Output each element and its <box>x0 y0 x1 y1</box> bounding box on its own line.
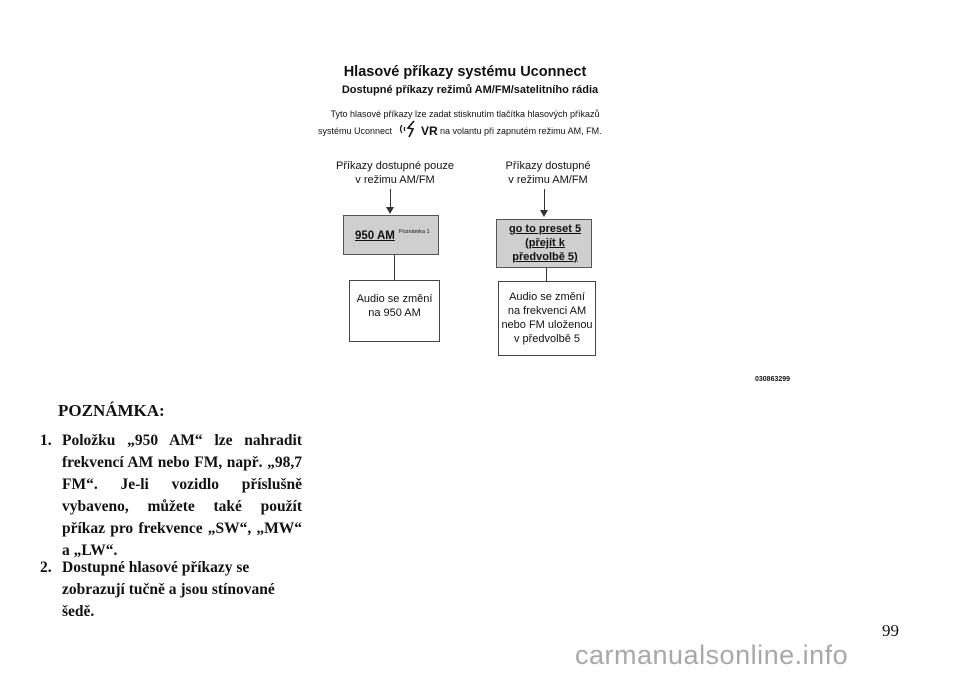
command-box-go-to-preset <box>496 219 592 268</box>
arrow-down-icon <box>540 210 548 217</box>
page-number: 99 <box>882 621 899 640</box>
diagram-intro-line-2-end: na volantu při zapnutém režimu AM, FM. <box>440 126 602 136</box>
figure-code: 030863299 <box>755 376 791 383</box>
command-footnote: Poznámka 1 <box>399 229 430 235</box>
note-item-number: 1. <box>40 432 52 449</box>
command-box-950-am <box>343 215 439 255</box>
command-label-line: go to preset 5 <box>508 223 582 235</box>
column-2-header-line: Příkazy dostupné <box>505 160 591 172</box>
connector-line <box>394 255 395 280</box>
result-box-950-am <box>349 280 440 342</box>
result-line: nebo FM uloženou <box>501 319 593 331</box>
result-line: na 950 AM <box>368 307 421 319</box>
connector-line <box>390 189 391 208</box>
note-heading: POZNÁMKA: <box>58 401 165 420</box>
column-2-header-line: v režimu AM/FM <box>508 174 588 186</box>
result-line: na frekvenci AM <box>507 305 587 317</box>
connector-line <box>544 189 545 211</box>
vr-label: VR <box>421 124 438 138</box>
connector-line <box>546 268 547 281</box>
column-1-header-line: v režimu AM/FM <box>355 174 435 186</box>
note-item <box>40 430 302 562</box>
result-box-go-to-preset <box>498 281 596 356</box>
diagram-subtitle: Dostupné příkazy režimů AM/FM/satelitního rádia <box>341 84 599 96</box>
command-label: 950 AM <box>355 230 395 242</box>
note-item-number: 2. <box>40 559 52 576</box>
command-label <box>497 222 593 264</box>
result-line: Audio se změní <box>509 291 585 303</box>
column-1-header-line: Příkazy dostupné pouze <box>335 160 455 172</box>
command-label-line: (přejít k <box>525 237 565 249</box>
result-line: Audio se změní <box>356 293 433 305</box>
note-item <box>40 557 302 623</box>
result-line: v předvolbě 5 <box>513 333 581 345</box>
note-item-text: Položku „950 AM“ lze nahradit frekvencí AM nebo FM, např. „98,7 FM“. Je-li vozidlo příslušně vybaveno, můžete také použít příkaz pro frekvence „SW“, „MW“ a „LW“. <box>62 432 302 559</box>
diagram-intro-line-1: Tyto hlasové příkazy lze zadat stisknutím tlačítka hlasových příkazů <box>330 109 600 119</box>
note-item-text: Dostupné hlasové příkazy se zobrazují tučně a jsou stínované šedě. <box>62 559 275 620</box>
diagram-intro-line-2-start: systému Uconnect <box>318 126 393 136</box>
command-label-line: předvolbě 5) <box>512 251 578 263</box>
column-2-header <box>483 159 613 187</box>
arrow-down-icon <box>386 207 394 214</box>
column-1-header <box>320 159 470 187</box>
watermark: carmanualsonline.info <box>575 640 849 670</box>
diagram-title: Hlasové příkazy systému Uconnect <box>343 64 587 80</box>
